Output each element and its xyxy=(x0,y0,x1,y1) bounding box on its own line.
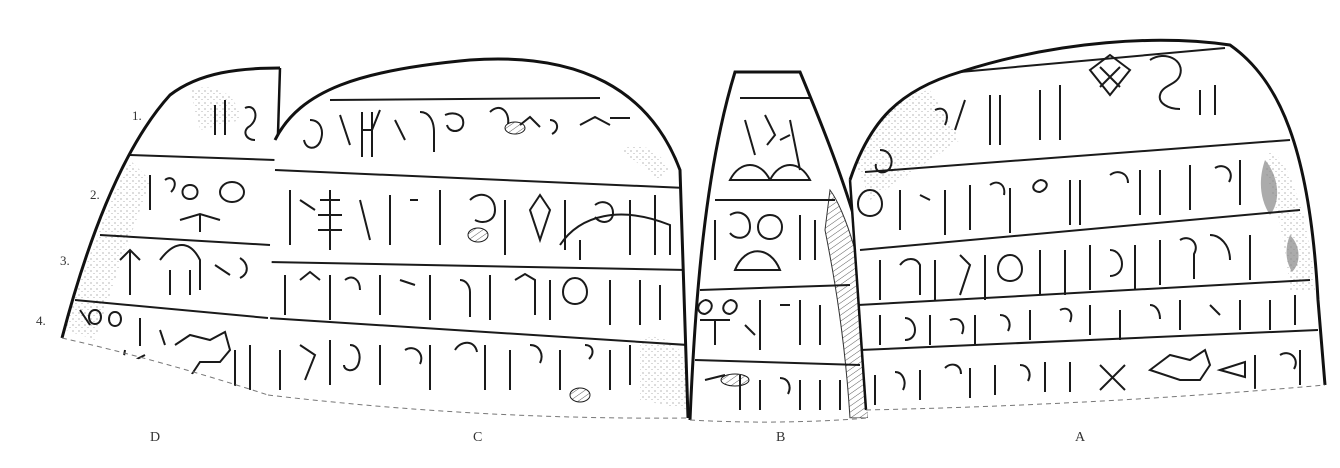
face-c xyxy=(265,50,695,425)
face-label-b: B xyxy=(776,430,787,445)
face-b xyxy=(688,65,873,425)
face-label-c: C xyxy=(473,430,484,445)
row-label-2: 2. xyxy=(90,187,100,202)
face-a xyxy=(845,35,1330,425)
row-label-4: 4. xyxy=(36,313,46,328)
face-label-d: D xyxy=(150,430,162,445)
row-label-3: 3. xyxy=(60,253,70,268)
face-label-a: A xyxy=(1075,430,1087,445)
row-label-1: 1. xyxy=(132,108,142,123)
face-d xyxy=(55,60,285,410)
